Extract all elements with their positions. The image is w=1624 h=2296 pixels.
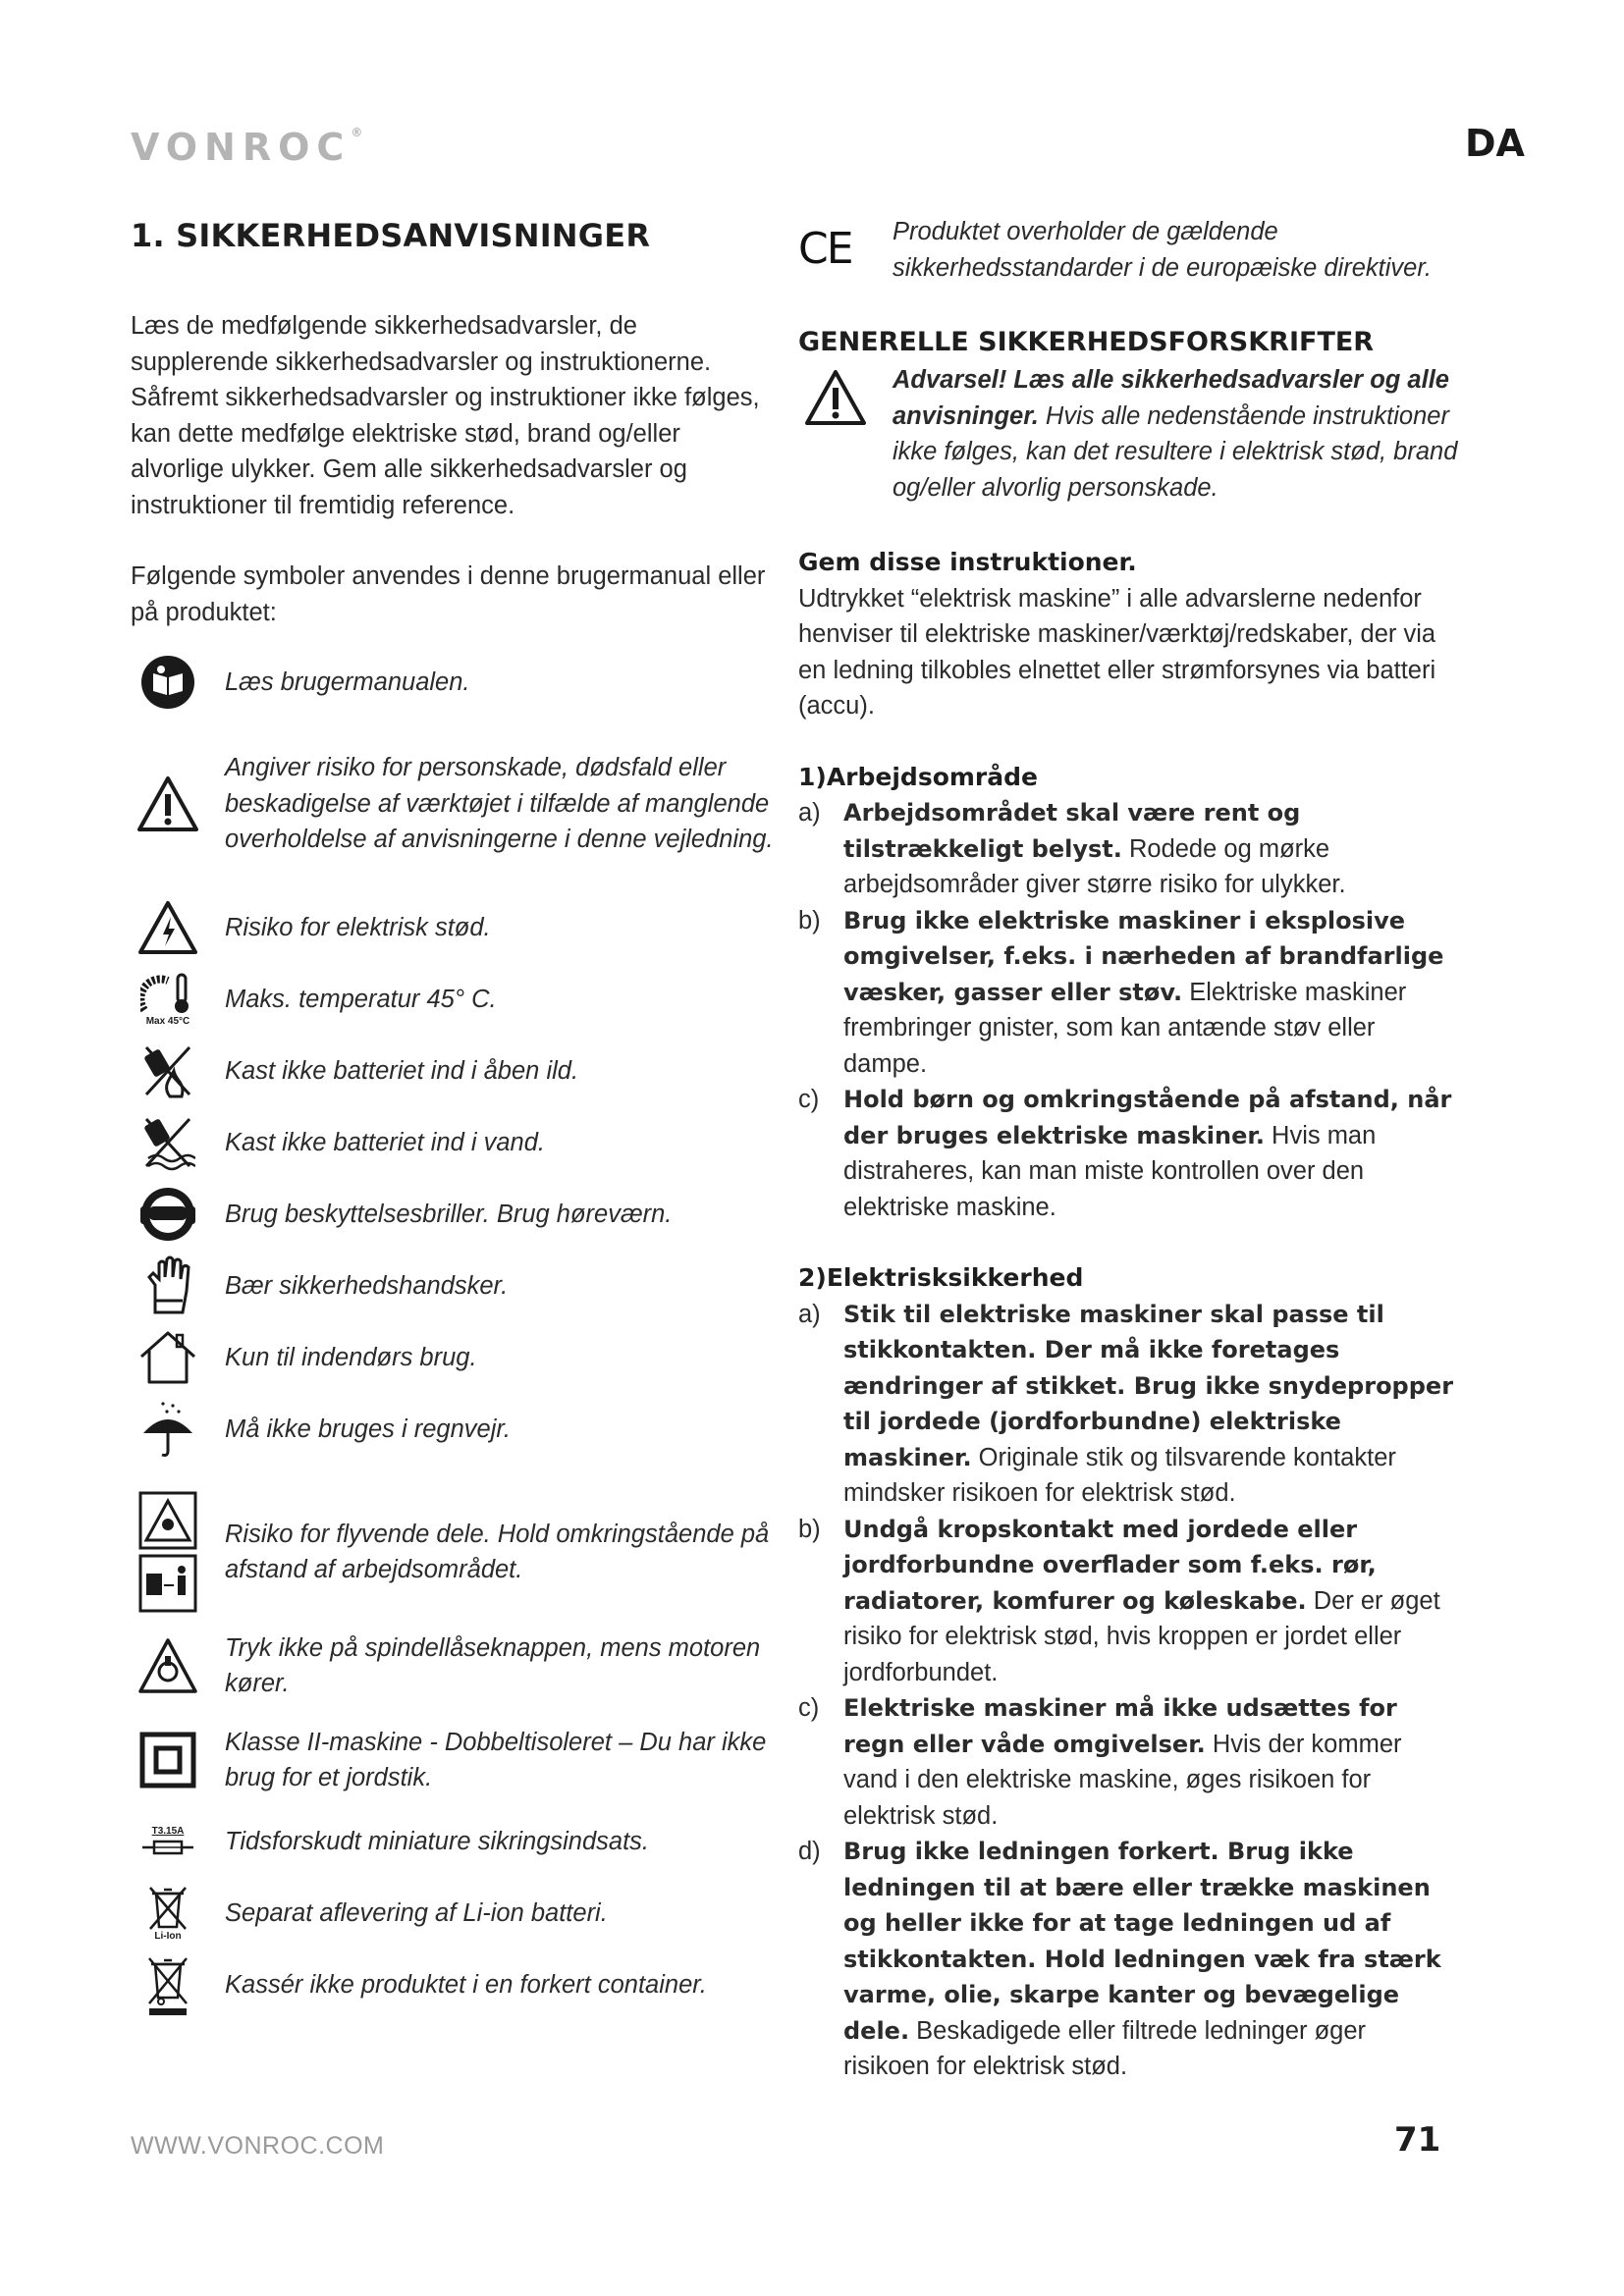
symbol-row: Tryk ikke på spindellåseknappen, mens motoren kører. xyxy=(131,1629,779,1703)
class-ii-icon xyxy=(131,1732,205,1789)
flying-parts-icon xyxy=(131,1491,205,1613)
right-column xyxy=(798,214,1458,2085)
warning-icon xyxy=(131,774,205,833)
symbol-row: Kassér ikke produktet i en forkert container. xyxy=(131,1954,779,2015)
ce-statement: CE Produktet overholder de gældende sikkerhedsstandarder i de europæiske direktiver. xyxy=(798,218,1432,282)
keep-text: Udtrykket “elektrisk maskine” i alle advarslerne nedenfor henviser til elektriske maskiner/værktøj/redskaber, der via en ledning tilkobles elnettet eller strømforsynes via batteri (accu). xyxy=(798,584,1436,720)
umbrella-rain-icon xyxy=(131,1400,205,1459)
section-title: 1. SIKKERHEDSANVISNINGER xyxy=(131,217,651,254)
manual-icon xyxy=(131,654,205,711)
symbol-row: Risiko for flyvende dele. Hold omkringstående på afstand af arbejdsområdet. xyxy=(131,1489,779,1615)
electric-shock-icon xyxy=(131,899,205,956)
symbol-row: Må ikke bruges i regnvejr. xyxy=(131,1399,779,1460)
symbol-row: Bær sikkerhedshandsker. xyxy=(131,1255,779,1316)
left-column xyxy=(131,214,779,2015)
symbol-row: Risiko for elektrisk stød. xyxy=(131,897,779,958)
no-water-icon xyxy=(131,1113,205,1172)
list-item: c) Elektriske maskiner må ikke udsættes for regn eller våde omgivelser. Hvis der kommer vand i den elektriske maskine, øges risikoen for elektrisk stød. xyxy=(798,1694,1402,1830)
no-fire-icon xyxy=(131,1041,205,1100)
language-code: DA xyxy=(1465,122,1525,165)
symbol-row: Læs brugermanualen. xyxy=(131,652,779,713)
general-title: GENERELLE SIKKERHEDSFORSKRIFTER xyxy=(798,327,1375,357)
list-item: a) Arbejdsområdet skal være rent og tilstrækkeligt belyst. Rodede og mørke arbejdsområder giver større risiko for ulykker. xyxy=(798,799,1346,898)
symbol-row: T3.15A Tidsforskudt miniature sikringsindsats. xyxy=(131,1811,779,1872)
list-item: c) Hold børn og omkringstående på afstand, når der bruges elektriske maskiner. Hvis man distraheres, kan man miste kontrollen over den elektriske maskine. xyxy=(798,1086,1452,1221)
symbol-row: Kast ikke batteriet ind i vand. xyxy=(131,1112,779,1173)
list-item: b) Brug ikke elektriske maskiner i eksplosive omgivelser, f.eks. i nærheden af brandfarlige væsker, gasser eller støv. Elektriske maskiner frembringer gnister, som kan antænde støv eller dampe. xyxy=(798,906,1444,1078)
symbol-row: Angiver risiko for personskade, dødsfald eller beskadigelse af værktøjet i tilfælde af manglende overholdelse af anvisningerne i denne vejledning. xyxy=(131,732,779,876)
symbols-intro: Følgende symboler anvendes i denne brugermanual eller på produktet: xyxy=(131,562,766,626)
symbol-row: Kast ikke batteriet ind i åben ild. xyxy=(131,1041,779,1101)
footer-url: WWW.VONROC.COM xyxy=(131,2132,385,2160)
li-ion-disposal-icon: Li-Ion xyxy=(131,1884,205,1943)
goggles-earmuffs-icon xyxy=(131,1185,205,1244)
warning-block: Advarsel! Læs alle sikkerhedsadvarsler og alle anvisninger. Hvis alle nedenstående instruktioner ikke følges, kan det resultere i elektrisk stød, brand og/eller alvorlig personskade. xyxy=(798,362,1458,506)
symbol-row: Kun til indendørs brug. xyxy=(131,1327,779,1388)
intro-paragraph: Læs de medfølgende sikkerhedsadvarsler, de supplerende sikkerhedsadvarsler og instruktionerne. Såfremt sikkerhedsadvarsler og instruktioner ikke følges, kan dette medfølge elektriske stød, brand og/eller alvorlige ulykker. Gem alle sikkerhedsadvarsler og instruktioner til fremtidig reference. xyxy=(131,312,760,519)
symbol-row: Brug beskyttelsesbriller. Brug høreværn. xyxy=(131,1184,779,1245)
glove-icon xyxy=(131,1255,205,1316)
spindle-lock-icon xyxy=(131,1636,205,1695)
fuse-icon: T3.15A xyxy=(131,1826,205,1857)
list-item: d) Brug ikke ledningen forkert. Brug ikke ledningen til at bære eller trække maskinen og heller ikke for at tage ledningen ud af stikkontakten. Hold ledningen væk fra stærk varme, olie, skarpe kanter og bevægelige dele. Beskadigede eller filtrede ledninger øger risikoen for elektrisk stød. xyxy=(798,1838,1441,2080)
section-heading: 2)Elektrisksikkerhed xyxy=(798,1263,1084,1292)
symbol-row: Max 45°C Maks. temperatur 45° C. xyxy=(131,969,779,1030)
list-item: b) Undgå kropskontakt med jordede eller jordforbundne overflader som f.eks. rør, radiatorer, komfurer og køleskabe. Der er øget risiko for elektrisk stød, hvis kroppen er jordet eller jordforbundet. xyxy=(798,1515,1440,1686)
keep-title: Gem disse instruktioner. xyxy=(798,548,1137,576)
max-temperature-icon: Max 45°C xyxy=(131,971,205,1028)
list-item: a) Stik til elektriske maskiner skal passe til stikkontakten. Der må ikke foretages ændringer af stikket. Brug ikke snydepropper til jordede (jordforbundne) elektriske maskiner. Originale stik og tilsvarende kontakter mindsker risikoen for elektrisk stød. xyxy=(798,1300,1454,1507)
section-heading: 1)Arbejdsområde xyxy=(798,762,1038,791)
page-number: 71 xyxy=(1394,2120,1441,2160)
weee-bin-icon xyxy=(131,1954,205,2015)
warning-icon xyxy=(798,368,873,427)
symbol-row: Li-Ion Separat aflevering af Li-ion batteri. xyxy=(131,1883,779,1944)
brand-logo: VONROC® xyxy=(131,126,363,169)
symbol-row: Klasse II-maskine - Dobbeltisoleret – Du har ikke brug for et jordstik. xyxy=(131,1723,779,1797)
house-icon xyxy=(131,1329,205,1386)
ce-mark-icon: CE xyxy=(798,224,852,274)
